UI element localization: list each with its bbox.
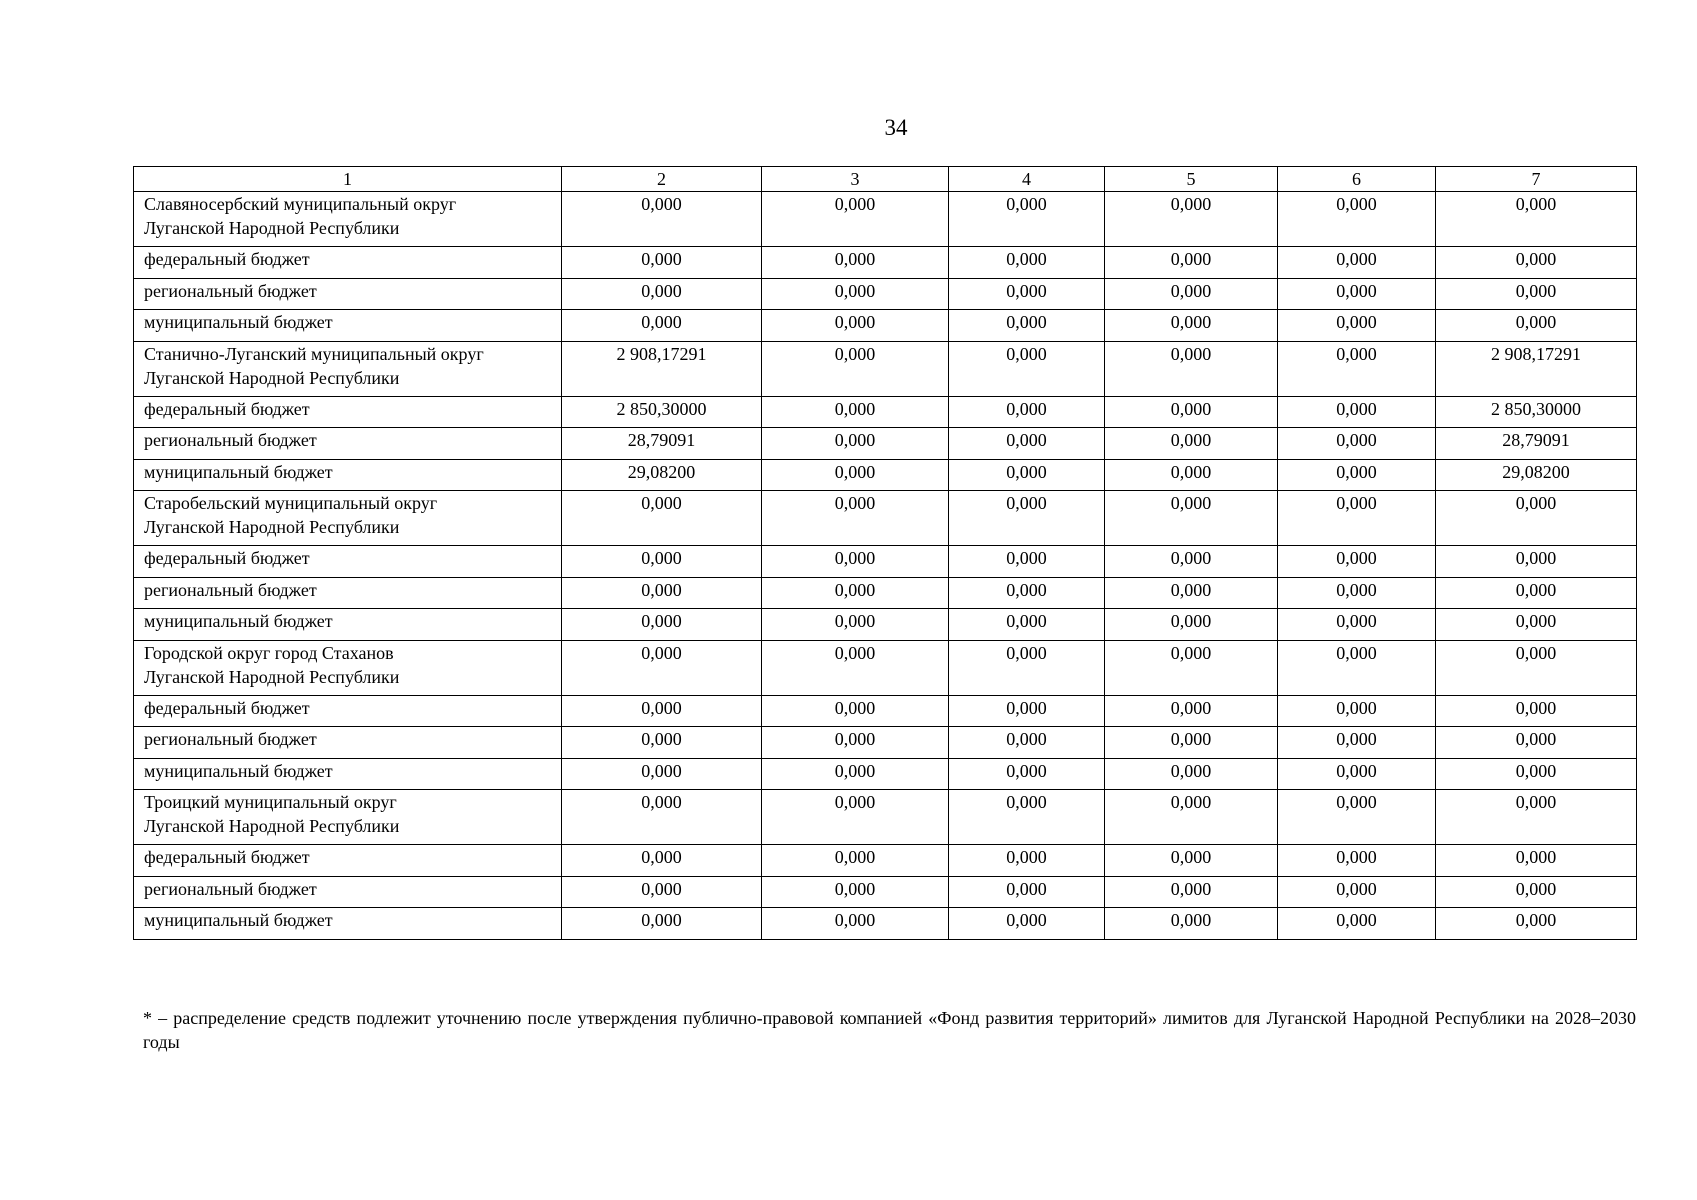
budget-row <box>134 459 1637 491</box>
table-body <box>134 192 1637 940</box>
district-row <box>134 341 1637 396</box>
value-cell: 0,000 <box>1105 727 1278 759</box>
budget-row <box>134 609 1637 641</box>
budget-row <box>134 278 1637 310</box>
value-cell: 0,000 <box>562 192 762 247</box>
value-cell: 0,000 <box>1105 845 1278 877</box>
header-row <box>134 167 1637 192</box>
value-cell: 2 908,17291 <box>562 341 762 396</box>
value-cell: 0,000 <box>1105 695 1278 727</box>
header-cell: 6 <box>1278 167 1436 192</box>
header-cell: 3 <box>762 167 949 192</box>
row-label: муниципальный бюджет <box>134 609 562 641</box>
row-label: федеральный бюджет <box>134 546 562 578</box>
value-cell: 0,000 <box>1105 758 1278 790</box>
value-cell: 0,000 <box>949 310 1105 342</box>
value-cell: 0,000 <box>1105 278 1278 310</box>
value-cell: 0,000 <box>949 727 1105 759</box>
value-cell: 0,000 <box>1105 790 1278 845</box>
value-cell: 0,000 <box>949 609 1105 641</box>
value-cell: 0,000 <box>949 695 1105 727</box>
budget-row <box>134 428 1637 460</box>
value-cell: 0,000 <box>1436 758 1637 790</box>
budget-row <box>134 876 1637 908</box>
value-cell: 0,000 <box>562 695 762 727</box>
value-cell: 0,000 <box>1105 247 1278 279</box>
value-cell: 0,000 <box>762 491 949 546</box>
value-cell: 0,000 <box>1278 845 1436 877</box>
value-cell: 0,000 <box>1278 695 1436 727</box>
value-cell: 0,000 <box>949 845 1105 877</box>
header-cell: 1 <box>134 167 562 192</box>
value-cell: 0,000 <box>1105 908 1278 940</box>
value-cell: 0,000 <box>949 341 1105 396</box>
value-cell: 0,000 <box>1278 491 1436 546</box>
budget-row <box>134 247 1637 279</box>
value-cell: 0,000 <box>762 758 949 790</box>
value-cell: 0,000 <box>1436 577 1637 609</box>
value-cell: 0,000 <box>762 609 949 641</box>
header-cell: 2 <box>562 167 762 192</box>
row-label: Станично-Луганский муниципальный округ Луганской Народной Республики <box>134 341 562 396</box>
row-label: региональный бюджет <box>134 577 562 609</box>
row-label: региональный бюджет <box>134 727 562 759</box>
district-row <box>134 192 1637 247</box>
footnote: * – распределение средств подлежит уточнению после утверждения публично-правовой компанией «Фонд развития территорий» лимитов для Луганской Народной Республики на 2028–2030 годы <box>143 1008 1636 1052</box>
value-cell: 0,000 <box>762 278 949 310</box>
value-cell: 0,000 <box>949 640 1105 695</box>
value-cell: 0,000 <box>1436 247 1637 279</box>
value-cell: 0,000 <box>562 491 762 546</box>
value-cell: 0,000 <box>949 459 1105 491</box>
value-cell: 29,08200 <box>1436 459 1637 491</box>
row-label: Троицкий муниципальный округ Луганской Народной Республики <box>134 790 562 845</box>
value-cell: 0,000 <box>762 310 949 342</box>
budget-row <box>134 695 1637 727</box>
header-cell: 7 <box>1436 167 1637 192</box>
row-label: федеральный бюджет <box>134 247 562 279</box>
value-cell: 0,000 <box>762 876 949 908</box>
budget-row <box>134 727 1637 759</box>
value-cell: 0,000 <box>1278 192 1436 247</box>
value-cell: 0,000 <box>1278 758 1436 790</box>
value-cell: 28,79091 <box>1436 428 1637 460</box>
budget-row <box>134 310 1637 342</box>
value-cell: 0,000 <box>762 428 949 460</box>
value-cell: 0,000 <box>762 845 949 877</box>
value-cell: 0,000 <box>1278 640 1436 695</box>
row-label: Городской округ город Стаханов Луганской Народной Республики <box>134 640 562 695</box>
row-label: федеральный бюджет <box>134 396 562 428</box>
value-cell: 2 850,30000 <box>1436 396 1637 428</box>
row-label: муниципальный бюджет <box>134 758 562 790</box>
value-cell: 0,000 <box>562 790 762 845</box>
budget-row <box>134 845 1637 877</box>
value-cell: 0,000 <box>1278 428 1436 460</box>
row-label: Старобельский муниципальный округ Луганской Народной Республики <box>134 491 562 546</box>
value-cell: 0,000 <box>562 640 762 695</box>
value-cell: 0,000 <box>562 908 762 940</box>
value-cell: 28,79091 <box>562 428 762 460</box>
budget-row <box>134 546 1637 578</box>
budget-row <box>134 908 1637 940</box>
page-number: 34 <box>884 115 908 140</box>
value-cell: 0,000 <box>949 278 1105 310</box>
value-cell: 0,000 <box>762 546 949 578</box>
value-cell: 0,000 <box>562 609 762 641</box>
district-row <box>134 790 1637 845</box>
value-cell: 0,000 <box>949 908 1105 940</box>
value-cell: 0,000 <box>762 790 949 845</box>
value-cell: 0,000 <box>949 428 1105 460</box>
value-cell: 0,000 <box>949 247 1105 279</box>
value-cell: 0,000 <box>1105 491 1278 546</box>
value-cell: 0,000 <box>1278 278 1436 310</box>
value-cell: 0,000 <box>1436 790 1637 845</box>
value-cell: 0,000 <box>762 341 949 396</box>
value-cell: 0,000 <box>1278 727 1436 759</box>
value-cell: 0,000 <box>1436 695 1637 727</box>
value-cell: 0,000 <box>1278 247 1436 279</box>
value-cell: 0,000 <box>949 577 1105 609</box>
value-cell: 0,000 <box>1105 546 1278 578</box>
value-cell: 0,000 <box>949 192 1105 247</box>
row-label: региональный бюджет <box>134 428 562 460</box>
table-header <box>134 167 1637 192</box>
value-cell: 0,000 <box>1436 491 1637 546</box>
value-cell: 0,000 <box>1105 459 1278 491</box>
header-cell: 4 <box>949 167 1105 192</box>
value-cell: 0,000 <box>562 247 762 279</box>
value-cell: 0,000 <box>949 790 1105 845</box>
value-cell: 0,000 <box>562 278 762 310</box>
value-cell: 0,000 <box>562 845 762 877</box>
value-cell: 0,000 <box>1278 876 1436 908</box>
value-cell: 0,000 <box>1278 577 1436 609</box>
value-cell: 0,000 <box>762 640 949 695</box>
budget-row <box>134 577 1637 609</box>
value-cell: 0,000 <box>762 577 949 609</box>
value-cell: 0,000 <box>949 758 1105 790</box>
value-cell: 0,000 <box>1105 609 1278 641</box>
row-label: муниципальный бюджет <box>134 459 562 491</box>
district-row <box>134 491 1637 546</box>
budget-table <box>133 166 1637 940</box>
value-cell: 0,000 <box>762 192 949 247</box>
value-cell: 0,000 <box>1105 396 1278 428</box>
value-cell: 0,000 <box>1278 790 1436 845</box>
value-cell: 0,000 <box>562 876 762 908</box>
value-cell: 0,000 <box>949 491 1105 546</box>
value-cell: 0,000 <box>1436 727 1637 759</box>
value-cell: 0,000 <box>1436 845 1637 877</box>
row-label: федеральный бюджет <box>134 845 562 877</box>
value-cell: 0,000 <box>1436 876 1637 908</box>
value-cell: 0,000 <box>949 876 1105 908</box>
value-cell: 0,000 <box>562 758 762 790</box>
row-label: региональный бюджет <box>134 278 562 310</box>
value-cell: 0,000 <box>562 727 762 759</box>
row-label: муниципальный бюджет <box>134 908 562 940</box>
value-cell: 0,000 <box>949 546 1105 578</box>
value-cell: 0,000 <box>1105 577 1278 609</box>
value-cell: 0,000 <box>1436 609 1637 641</box>
value-cell: 0,000 <box>762 727 949 759</box>
value-cell: 0,000 <box>762 459 949 491</box>
value-cell: 0,000 <box>1436 278 1637 310</box>
value-cell: 2 850,30000 <box>562 396 762 428</box>
header-cell: 5 <box>1105 167 1278 192</box>
value-cell: 0,000 <box>1278 908 1436 940</box>
district-row <box>134 640 1637 695</box>
value-cell: 0,000 <box>1278 310 1436 342</box>
value-cell: 0,000 <box>1436 640 1637 695</box>
value-cell: 2 908,17291 <box>1436 341 1637 396</box>
row-label: федеральный бюджет <box>134 695 562 727</box>
value-cell: 0,000 <box>1278 459 1436 491</box>
value-cell: 0,000 <box>1436 192 1637 247</box>
value-cell: 0,000 <box>1278 546 1436 578</box>
value-cell: 0,000 <box>1105 640 1278 695</box>
value-cell: 0,000 <box>1436 908 1637 940</box>
row-label: Славяносербский муниципальный округ Луганской Народной Республики <box>134 192 562 247</box>
value-cell: 0,000 <box>1105 192 1278 247</box>
row-label: региональный бюджет <box>134 876 562 908</box>
value-cell: 0,000 <box>762 396 949 428</box>
value-cell: 0,000 <box>1105 341 1278 396</box>
value-cell: 0,000 <box>1278 609 1436 641</box>
value-cell: 0,000 <box>1278 341 1436 396</box>
value-cell: 0,000 <box>562 577 762 609</box>
value-cell: 0,000 <box>562 310 762 342</box>
value-cell: 0,000 <box>1278 396 1436 428</box>
value-cell: 0,000 <box>1105 310 1278 342</box>
value-cell: 0,000 <box>1105 428 1278 460</box>
value-cell: 0,000 <box>762 908 949 940</box>
budget-row <box>134 758 1637 790</box>
value-cell: 0,000 <box>1436 310 1637 342</box>
value-cell: 0,000 <box>1105 876 1278 908</box>
value-cell: 0,000 <box>762 247 949 279</box>
value-cell: 0,000 <box>762 695 949 727</box>
value-cell: 0,000 <box>562 546 762 578</box>
value-cell: 29,08200 <box>562 459 762 491</box>
row-label: муниципальный бюджет <box>134 310 562 342</box>
budget-row <box>134 396 1637 428</box>
value-cell: 0,000 <box>1436 546 1637 578</box>
value-cell: 0,000 <box>949 396 1105 428</box>
